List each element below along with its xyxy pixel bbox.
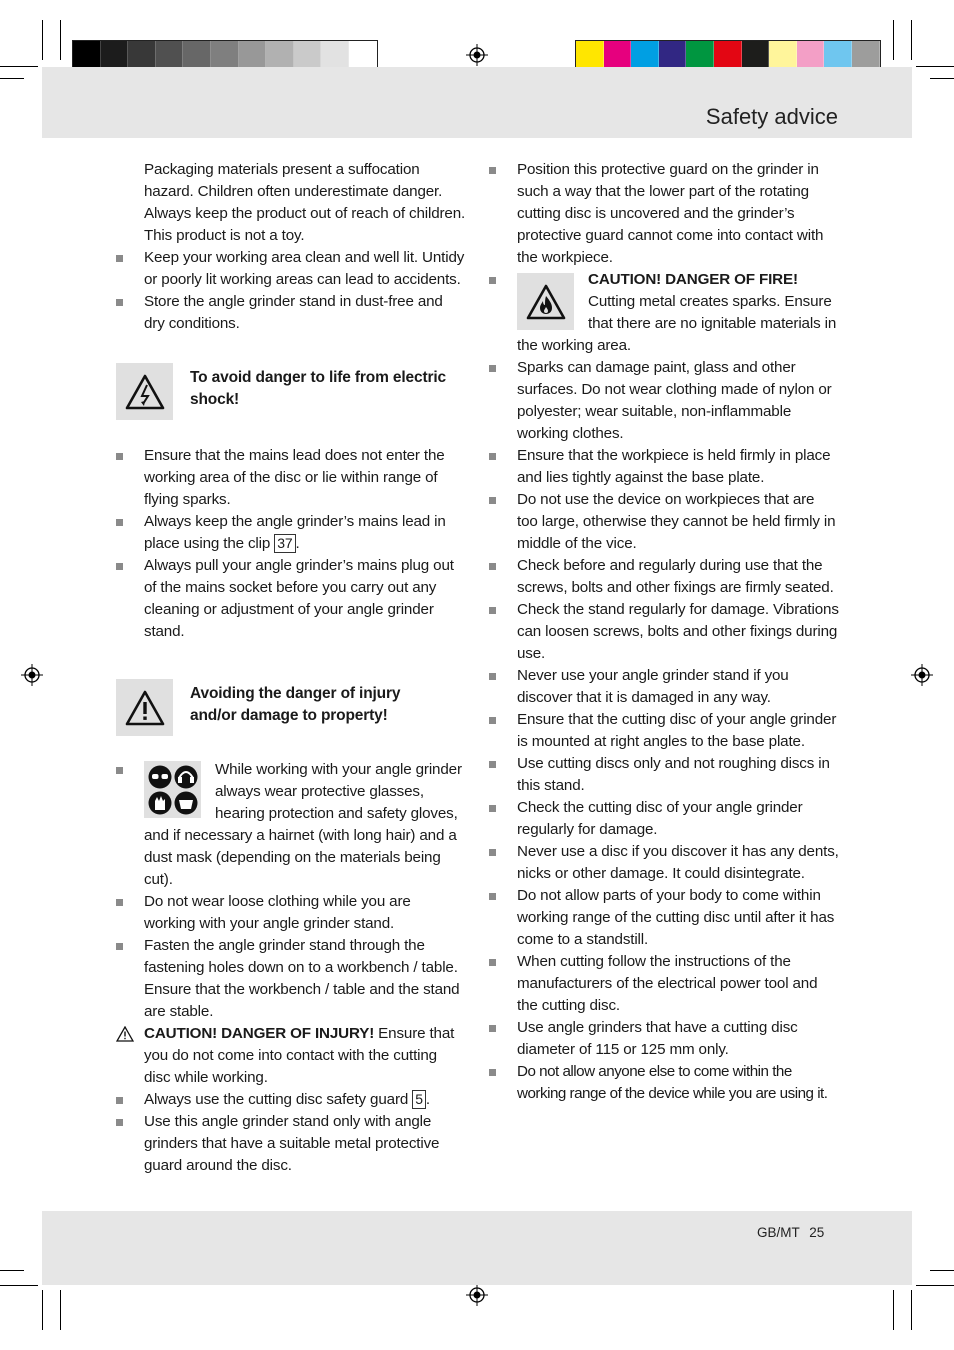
injury-warning <box>116 679 466 741</box>
fire-warning-item: CAUTION! DANGER OF FIRE! Cutting metal creates sparks. Ensure that there are no ignitable materials in the working area. <box>489 269 839 357</box>
crop-mark <box>930 78 954 79</box>
list-item: Use this angle grinder stand only with angle grinders that have a suitable metal protective guard around the disc. <box>116 1111 466 1177</box>
bullet-icon <box>116 255 123 262</box>
crop-mark <box>893 20 894 60</box>
list-item: Sparks can damage paint, glass and other surfaces. Do not wear clothing made of nylon or polyester; wear suitable, non-inflammable working clothes. <box>489 357 839 445</box>
list-item: Do not allow anyone else to come within the working range of the device while you are using it. <box>489 1061 839 1105</box>
list-item: Ensure that the mains lead does not enter the working area of the disc or lie within range of flying sparks. <box>116 445 466 511</box>
color-swatch <box>797 41 825 69</box>
bullet-icon <box>116 299 123 306</box>
intro-paragraph: Packaging materials present a suffocation hazard. Children often underestimate danger. Always keep the product out of reach of children. This product is not a toy. <box>144 161 466 244</box>
color-swatch <box>239 41 267 69</box>
color-swatch <box>742 41 770 69</box>
bullet-icon <box>489 1069 496 1076</box>
right-column <box>489 159 839 1105</box>
caution-injury-item: CAUTION! DANGER OF INJURY! Ensure that you do not come into contact with the cutting disc while working. <box>116 1023 466 1089</box>
crop-mark <box>893 1290 894 1330</box>
fire-warning-icon <box>517 273 574 330</box>
list-item: When cutting follow the instructions of the manufacturers of the electrical power tool and the cutting disc. <box>489 951 839 1017</box>
list-item: Ensure that the cutting disc of your angle grinder is mounted at right angles to the base plate. <box>489 709 839 753</box>
color-swatch <box>349 41 377 69</box>
electric-shock-warning-icon <box>116 363 173 420</box>
region-code: GB/MT <box>757 1225 800 1240</box>
crop-mark <box>0 78 24 79</box>
crop-mark <box>0 66 38 67</box>
bullet-icon <box>489 959 496 966</box>
list-item: Check the stand regularly for damage. Vibrations can loosen screws, bolts and other fixings during use. <box>489 599 839 665</box>
crop-mark <box>0 1270 24 1271</box>
bullet-icon <box>489 893 496 900</box>
list-item: Always keep the angle grinder’s mains lead in place using the clip 37 . <box>116 511 466 555</box>
bullet-icon <box>489 805 496 812</box>
list-item: Store the angle grinder stand in dust-free and dry conditions. <box>116 291 466 335</box>
part-reference: 5 <box>412 1090 426 1109</box>
general-warning-icon <box>116 679 173 736</box>
color-swatch <box>686 41 714 69</box>
list-item: Always use the cutting disc safety guard 5 . <box>116 1089 466 1111</box>
bullet-icon <box>116 1119 123 1126</box>
color-swatch <box>631 41 659 69</box>
left-column <box>116 159 466 1177</box>
crop-mark <box>911 20 912 60</box>
crop-mark <box>916 1285 954 1286</box>
bullet-icon <box>489 277 496 284</box>
color-swatch <box>266 41 294 69</box>
registration-mark-icon <box>466 1284 488 1306</box>
color-swatch <box>73 41 101 69</box>
bullet-icon <box>489 167 496 174</box>
bullet-icon <box>489 453 496 460</box>
color-swatch <box>659 41 687 69</box>
bullet-icon <box>489 563 496 570</box>
color-swatch <box>824 41 852 69</box>
color-swatch <box>128 41 156 69</box>
list-item: Never use a disc if you discover it has any dents, nicks or other damage. It could disintegrate. <box>489 841 839 885</box>
bullet-icon <box>489 673 496 680</box>
page-title: Safety advice <box>705 104 838 129</box>
bullet-icon <box>116 519 123 526</box>
small-warning-icon <box>116 1026 134 1042</box>
list-item: Do not use the device on workpieces that are too large, otherwise they cannot be held firmly in middle of the vice. <box>489 489 839 555</box>
bullet-icon <box>489 365 496 372</box>
color-swatch <box>294 41 322 69</box>
warning-title: To avoid danger to life from electric shock! <box>190 369 446 408</box>
bullet-icon <box>116 767 123 774</box>
list-item: Use cutting discs only and not roughing discs in this stand. <box>489 753 839 797</box>
bullet-icon <box>489 849 496 856</box>
list-item: While working with your angle grinder always wear protective glasses, hearing protection and safety gloves, and if necessary a hairnet (with long hair) and a dust mask (depending on the materials being cut). <box>116 759 466 891</box>
color-swatch <box>714 41 742 69</box>
registration-mark-icon <box>21 664 43 686</box>
list-item: Check the cutting disc of your angle grinder regularly for damage. <box>489 797 839 841</box>
footer-band <box>42 1211 912 1285</box>
bullet-icon <box>116 453 123 460</box>
bullet-icon <box>116 1097 123 1104</box>
grayscale-color-bar <box>72 40 378 70</box>
part-reference: 37 <box>274 534 295 553</box>
bullet-icon <box>489 761 496 768</box>
bullet-icon <box>489 717 496 724</box>
list-item: Do not allow parts of your body to come within working range of the cutting disc until after it has come to a standstill. <box>489 885 839 951</box>
crop-mark <box>42 1290 43 1330</box>
color-swatch <box>101 41 129 69</box>
warning-title: Avoiding the danger of injury and/or damage to property! <box>190 685 401 724</box>
crop-mark <box>916 66 954 67</box>
list-item: Use angle grinders that have a cutting disc diameter of 115 or 125 mm only. <box>489 1017 839 1061</box>
color-swatch <box>321 41 349 69</box>
list-item: Always pull your angle grinder’s mains plug out of the mains socket before you carry out any cleaning or adjustment of your angle grinder stand. <box>116 555 466 643</box>
list-item: Position this protective guard on the grinder in such a way that the lower part of the rotating cutting disc is uncovered and the grinder’s protective guard cannot come into contact with the workpiece. <box>489 159 839 269</box>
registration-mark-icon <box>911 664 933 686</box>
color-swatch <box>852 41 880 69</box>
color-swatch <box>576 41 604 69</box>
list-item: Keep your working area clean and well lit. Untidy or poorly lit working areas can lead to accidents. <box>116 247 466 291</box>
color-swatch <box>604 41 632 69</box>
crop-mark <box>60 20 61 60</box>
list-item: Fasten the angle grinder stand through the fastening holes down on to a workbench / table. Ensure that the workbench / table and the stand are stable. <box>116 935 466 1023</box>
bullet-icon <box>489 1025 496 1032</box>
bullet-icon <box>116 899 123 906</box>
crop-mark <box>930 1270 954 1271</box>
page-footer <box>757 1225 824 1240</box>
color-swatch <box>183 41 211 69</box>
color-swatch <box>211 41 239 69</box>
protective-equipment-icon <box>144 761 201 818</box>
crop-mark <box>42 20 43 60</box>
registration-mark-icon <box>466 44 488 66</box>
electric-shock-warning <box>116 363 466 425</box>
bullet-icon <box>116 943 123 950</box>
bullet-icon <box>489 607 496 614</box>
page-number: 25 <box>809 1225 825 1240</box>
crop-mark <box>60 1290 61 1330</box>
color-swatch <box>769 41 797 69</box>
list-item: Do not wear loose clothing while you are working with your angle grinder stand. <box>116 891 466 935</box>
list-item: Check before and regularly during use that the screws, bolts and other fixings are firmly seated. <box>489 555 839 599</box>
crop-mark <box>911 1290 912 1330</box>
color-swatch <box>156 41 184 69</box>
list-item: Ensure that the workpiece is held firmly in place and lies tightly against the base plate. <box>489 445 839 489</box>
process-color-bar <box>575 40 881 70</box>
list-item: Never use your angle grinder stand if you discover that it is damaged in any way. <box>489 665 839 709</box>
crop-mark <box>0 1285 38 1286</box>
bullet-icon <box>489 497 496 504</box>
bullet-icon <box>116 563 123 570</box>
